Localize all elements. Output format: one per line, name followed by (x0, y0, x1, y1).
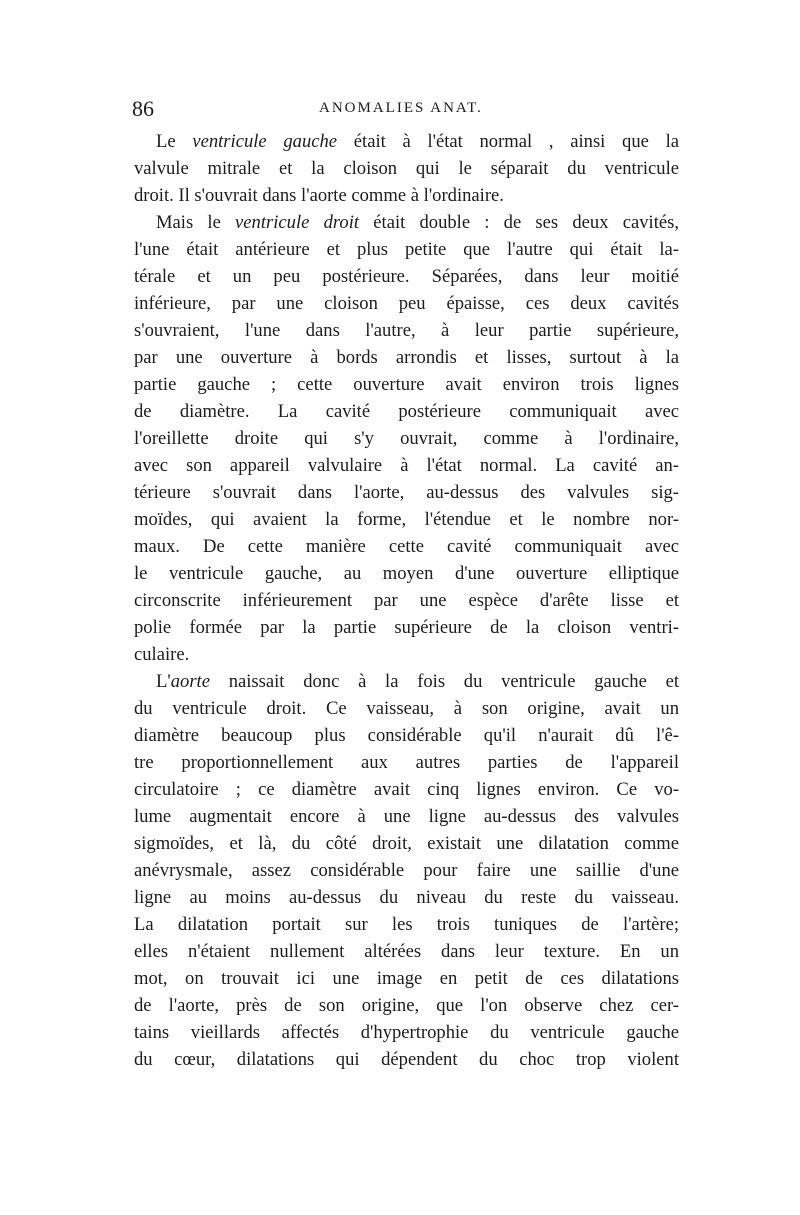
text-line: polie formée par la partie supérieure de la cloison ventri- (134, 617, 679, 638)
text-line: ligne au moins au-dessus du niveau du reste du vaisseau. (134, 887, 679, 908)
text-line: circulatoire ; ce diamètre avait cinq lignes environ. Ce vo- (134, 779, 679, 800)
text-line: anévrysmale, assez considérable pour faire une saillie d'une (134, 860, 679, 881)
text-line: du ventricule droit. Ce vaisseau, à son origine, avait un (134, 698, 679, 719)
text-line: le ventricule gauche, au moyen d'une ouverture elliptique (134, 563, 679, 584)
body-text (134, 128, 679, 1073)
paragraph (134, 668, 679, 1073)
text-line: maux. De cette manière cette cavité communiquait avec (134, 536, 679, 557)
text-line: l'une était antérieure et plus petite que l'autre qui était la- (134, 239, 679, 260)
page-number: 86 (132, 96, 154, 121)
text-line: sigmoïdes, et là, du côté droit, existait une dilatation comme (134, 833, 679, 854)
text-line: tre proportionnellement aux autres parties de l'appareil (134, 752, 679, 773)
text-line: elles n'étaient nullement altérées dans leur texture. En un (134, 941, 679, 962)
text-line: inférieure, par une cloison peu épaisse, ces deux cavités (134, 293, 679, 314)
italic-term: aorte (170, 671, 210, 692)
text-line: de l'aorte, près de son origine, que l'on observe chez cer- (134, 995, 679, 1016)
text-line: avec son appareil valvulaire à l'état normal. La cavité an- (134, 455, 679, 476)
running-head (132, 96, 680, 124)
text-line: La dilatation portait sur les trois tuniques de l'artère; (134, 914, 679, 935)
paragraph (134, 128, 679, 209)
text-line: partie gauche ; cette ouverture avait environ trois lignes (134, 374, 679, 395)
text-line: lume augmentait encore à une ligne au-dessus des valvules (134, 806, 679, 827)
text-line: l'oreillette droite qui s'y ouvrait, comme à l'ordinaire, (134, 428, 679, 449)
text-line: circonscrite inférieurement par une espèce d'arête lisse et (134, 590, 679, 611)
text-line: s'ouvraient, l'une dans l'autre, à leur partie supérieure, (134, 320, 679, 341)
text-line: du cœur, dilatations qui dépendent du choc trop violent (134, 1049, 679, 1070)
text-line: térieure s'ouvrait dans l'aorte, au-dessus des valvules sig- (134, 482, 679, 503)
text-line: de diamètre. La cavité postérieure communiquait avec (134, 401, 679, 422)
text-line: mot, on trouvait ici une image en petit de ces dilatations (134, 968, 679, 989)
text-line: droit. Il s'ouvrait dans l'aorte comme à l'ordinaire. (134, 185, 504, 206)
running-title: ANOMALIES ANAT. (319, 100, 483, 116)
text-line: térale et un peu postérieure. Séparées, dans leur moitié (134, 266, 679, 287)
text-line: Le ventricule gauche était à l'état normal , ainsi que la (156, 131, 680, 152)
text-line: diamètre beaucoup plus considérable qu'il n'aurait dû l'ê- (134, 725, 679, 746)
text-line: L'aorte naissait donc à la fois du ventricule gauche et (156, 671, 679, 692)
text-line: Mais le ventricule droit était double : de ses deux cavités, (156, 212, 679, 233)
text-line: culaire. (134, 644, 190, 665)
text-line: valvule mitrale et la cloison qui le séparait du ventricule (134, 158, 679, 179)
paragraph (134, 209, 679, 668)
italic-term: ventricule gauche (192, 131, 338, 152)
italic-term: ventricule droit (235, 212, 360, 233)
text-line: par une ouverture à bords arrondis et lisses, surtout à la (134, 347, 679, 368)
text-line: tains vieillards affectés d'hypertrophie du ventricule gauche (134, 1022, 679, 1043)
text-line: moïdes, qui avaient la forme, l'étendue et le nombre nor- (134, 509, 679, 530)
